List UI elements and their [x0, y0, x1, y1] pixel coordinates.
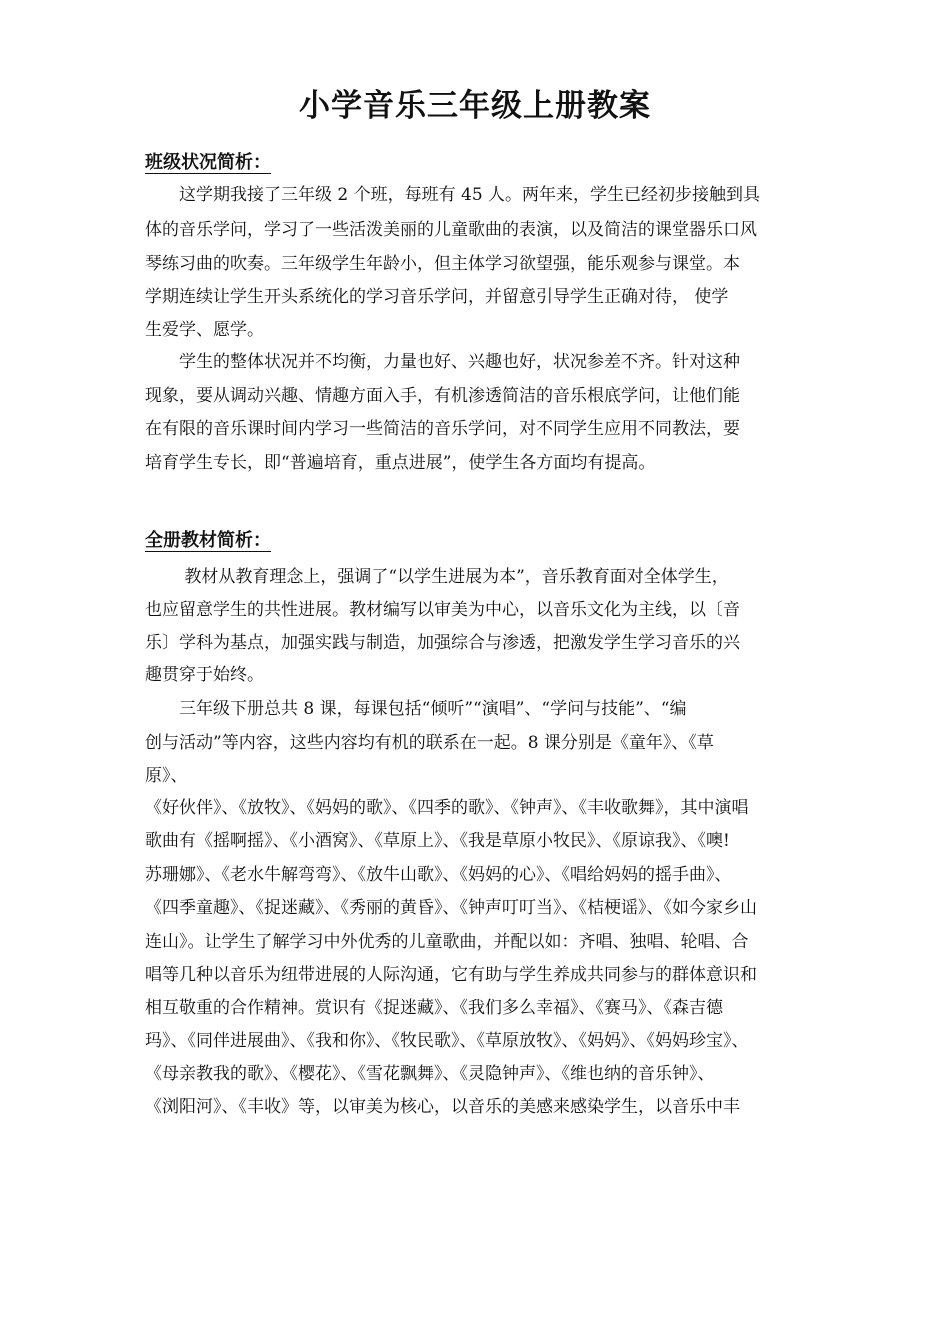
paragraph-line: 琴练习曲的吹奏。三年级学生年龄小，但主体学习欲望强，能乐观参与课堂。本: [145, 254, 740, 274]
paragraph-line: 教材从教育理念上，强调了“以学生进展为本”，音乐教育面对全体学生，: [145, 567, 729, 587]
page-title: 小学音乐三年级上册教案: [299, 88, 651, 124]
paragraph-line: 在有限的音乐课时间内学习一些简洁的音乐学问，对不同学生应用不同教法，要: [145, 419, 740, 439]
paragraph-line: 三年级下册总共 8 课，每课包括“倾听”“演唱”、“学问与技能”、“编: [145, 699, 687, 719]
paragraph-line: 也应留意学生的共性进展。教材编写以审美为中心，以音乐文化为主线，以〔音: [145, 600, 740, 620]
paragraph-line: 《浏阳河》、《丰收》等，以审美为核心，以音乐的美感来感染学生，以音乐中丰: [145, 1097, 740, 1117]
paragraph-line: 学生的整体状况并不均衡，力量也好、兴趣也好，状况参差不齐。针对这种: [145, 352, 740, 372]
paragraph-line: 歌曲有《摇啊摇》、《小酒窝》、《草原上》、《我是草原小牧民》、《原谅我》、《噢!: [145, 831, 730, 851]
paragraph-line: 这学期我接了三年级 2 个班，每班有 45 人。两年来，学生已经初步接触到具: [145, 185, 761, 205]
paragraph-line: 生爱学、愿学。: [145, 320, 264, 340]
section-heading-textbook-analysis: 全册教材简析：: [145, 530, 271, 551]
paragraph-line: 乐〕学科为基点，加强实践与制造，加强综合与渗透，把激发学生学习音乐的兴: [145, 633, 740, 653]
section-heading-class-status: 班级状况简析：: [145, 152, 271, 173]
paragraph-line: 现象，要从调动兴趣、情趣方面入手，有机渗透简洁的音乐根底学问，让他们能: [145, 386, 740, 406]
paragraph-line: 培育学生专长，即“普遍培育，重点进展”，使学生各方面均有提高。: [145, 453, 656, 473]
paragraph-line: 《四季童趣》、《捉迷藏》、《秀丽的黄昏》、《钟声叮叮当》、《桔梗谣》、《如今家乡山: [145, 898, 757, 918]
paragraph-line: 唱等几种以音乐为纽带进展的人际沟通，它有助与学生养成共同参与的群体意识和: [145, 965, 757, 985]
paragraph-line: 体的音乐学问，学习了一些活泼美丽的儿童歌曲的表演，以及简洁的课堂器乐口风: [145, 220, 757, 240]
paragraph-line: 《好伙伴》、《放牧》、《妈妈的歌》、《四季的歌》、《钟声》、《丰收歌舞》，其中演唱: [145, 798, 749, 818]
paragraph-line: 玛》、《同伴进展曲》、《我和你》、《牧民歌》、《草原放牧》、《妈妈》、《妈妈珍宝》、: [145, 1031, 749, 1051]
paragraph-line: 苏珊娜》、《老水牛解弯弯》、《放牛山歌》、《妈妈的心》、《唱给妈妈的摇手曲》、: [145, 865, 732, 885]
paragraph-line: 《母亲教我的歌》、《樱花》、《雪花飘舞》、《灵隐钟声》、《维也纳的音乐钟》、: [145, 1064, 715, 1084]
paragraph-line: 连山》。让学生了解学习中外优秀的儿童歌曲，并配以如：齐唱、独唱、轮唱、合: [145, 932, 749, 952]
paragraph-line: 学期连续让学生开头系统化的学习音乐学问，并留意引导学生正确对待， 使学: [145, 287, 729, 307]
paragraph-line: 原》、: [145, 766, 188, 786]
paragraph-line: 趣贯穿于始终。: [145, 665, 264, 685]
paragraph-line: 创与活动”等内容，这些内容均有机的联系在一起。8 课分别是《童年》、《草: [145, 733, 714, 753]
paragraph-line: 相互敬重的合作精神。赏识有《捉迷藏》、《我们多么幸福》、《赛马》、《森吉德: [145, 998, 723, 1018]
